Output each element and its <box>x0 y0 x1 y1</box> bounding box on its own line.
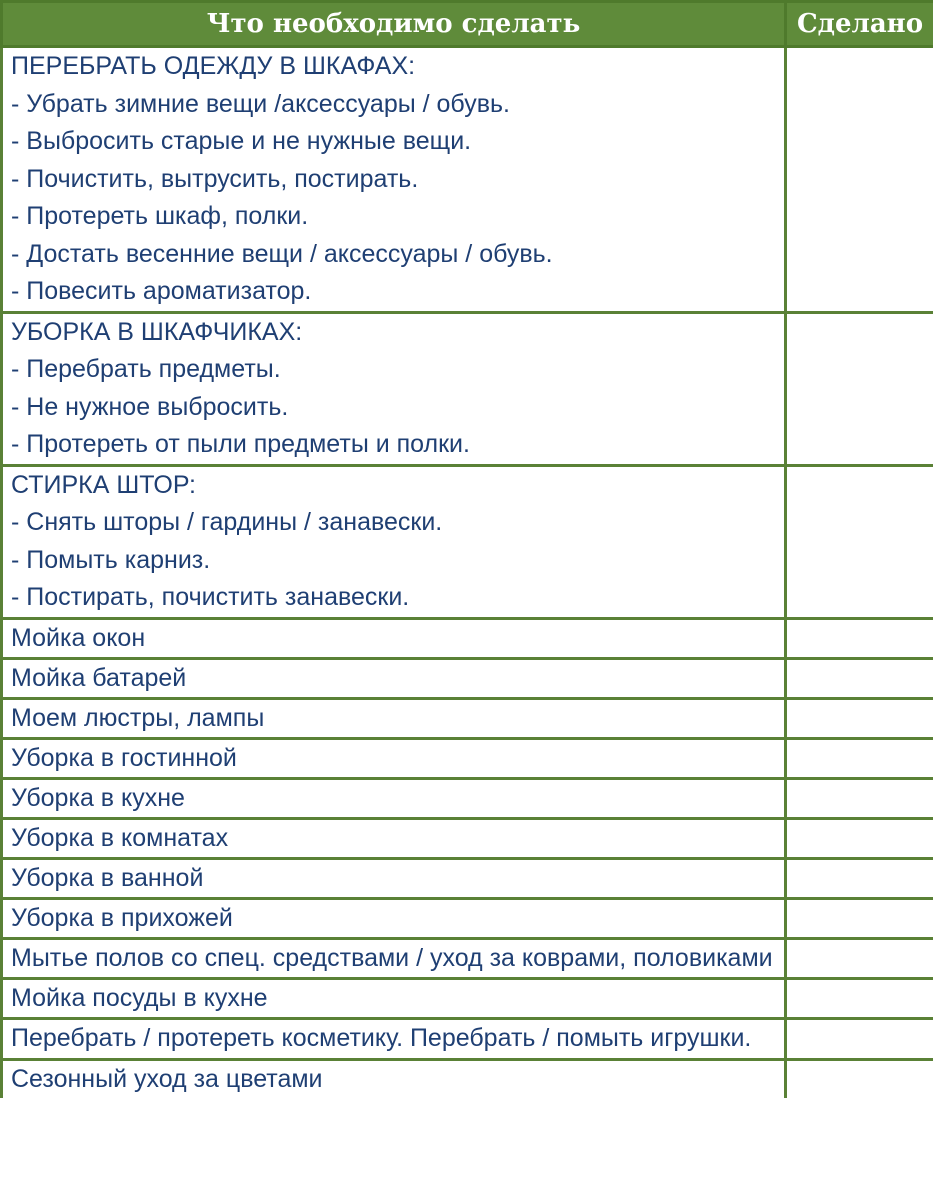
task-cell: Перебрать / протереть косметику. Перебрать / помыть игрушки. <box>2 1019 786 1060</box>
table-row <box>2 778 933 818</box>
done-checkbox-cell[interactable] <box>786 698 933 738</box>
done-checkbox-cell[interactable] <box>786 938 933 979</box>
task-cell: Мойка окон <box>2 618 786 658</box>
task-cell: Сезонный уход за цветами <box>2 1059 786 1098</box>
group-title: ПЕРЕБРАТЬ ОДЕЖДУ В ШКАФАХ: <box>11 52 416 80</box>
task-cell: Мойка посуды в кухне <box>2 979 786 1019</box>
task-cell: Моем люстры, лампы <box>2 698 786 738</box>
list-item: - Протереть от пыли предметы и полки. <box>11 430 470 458</box>
table-row <box>2 312 933 465</box>
done-checkbox-cell[interactable] <box>786 1019 933 1060</box>
table-header-row <box>2 2 933 47</box>
done-checkbox-cell[interactable] <box>786 618 933 658</box>
table-row <box>2 858 933 898</box>
table-row <box>2 465 933 618</box>
task-cell <box>2 312 786 465</box>
done-checkbox-cell[interactable] <box>786 818 933 858</box>
list-item: - Достать весенние вещи / аксессуары / обувь. <box>11 239 553 268</box>
list-item: - Перебрать предметы. <box>11 355 281 383</box>
group-title: СТИРКА ШТОР: <box>11 470 196 499</box>
task-cell: Уборка в ванной <box>2 858 786 898</box>
task-cell: Мойка батарей <box>2 658 786 698</box>
list-item: - Не нужное выбросить. <box>11 392 289 421</box>
done-checkbox-cell[interactable] <box>786 979 933 1019</box>
table-row <box>2 658 933 698</box>
done-checkbox-cell[interactable] <box>786 898 933 938</box>
task-column-header: Что необходимо сделать <box>2 2 786 47</box>
list-item: - Повесить ароматизатор. <box>11 277 312 305</box>
table-row <box>2 738 933 778</box>
done-checkbox-cell[interactable] <box>786 312 933 465</box>
done-column-header: Сделано <box>786 2 933 47</box>
list-item: - Протереть шкаф, полки. <box>11 202 309 230</box>
done-checkbox-cell[interactable] <box>786 778 933 818</box>
table-row <box>2 47 933 313</box>
list-item: - Почистить, вытрусить, постирать. <box>11 164 419 193</box>
done-checkbox-cell[interactable] <box>786 1059 933 1098</box>
table-row <box>2 938 933 979</box>
group-title: УБОРКА В ШКАФЧИКАХ: <box>11 317 303 346</box>
table-row <box>2 979 933 1019</box>
table-row <box>2 818 933 858</box>
table-row <box>2 618 933 658</box>
done-checkbox-cell[interactable] <box>786 738 933 778</box>
list-item: - Снять шторы / гардины / занавески. <box>11 508 443 536</box>
task-cell: Уборка в комнатах <box>2 818 786 858</box>
list-item: - Помыть карниз. <box>11 545 211 574</box>
task-cell: Мытье полов со спец. средствами / уход за коврами, половиками <box>2 938 786 979</box>
task-cell: Уборка в прихожей <box>2 898 786 938</box>
table-row <box>2 698 933 738</box>
done-checkbox-cell[interactable] <box>786 658 933 698</box>
done-checkbox-cell[interactable] <box>786 465 933 618</box>
list-item: - Убрать зимние вещи /аксессуары / обувь. <box>11 89 510 118</box>
done-checkbox-cell[interactable] <box>786 47 933 313</box>
done-checkbox-cell[interactable] <box>786 858 933 898</box>
task-cell <box>2 465 786 618</box>
list-item: - Постирать, почистить занавески. <box>11 583 410 611</box>
task-cell: Уборка в гостинной <box>2 738 786 778</box>
table-row <box>2 898 933 938</box>
table-row <box>2 1059 933 1098</box>
task-cell: Уборка в кухне <box>2 778 786 818</box>
table-row <box>2 1019 933 1060</box>
list-item: - Выбросить старые и не нужные вещи. <box>11 127 472 155</box>
task-cell <box>2 47 786 313</box>
